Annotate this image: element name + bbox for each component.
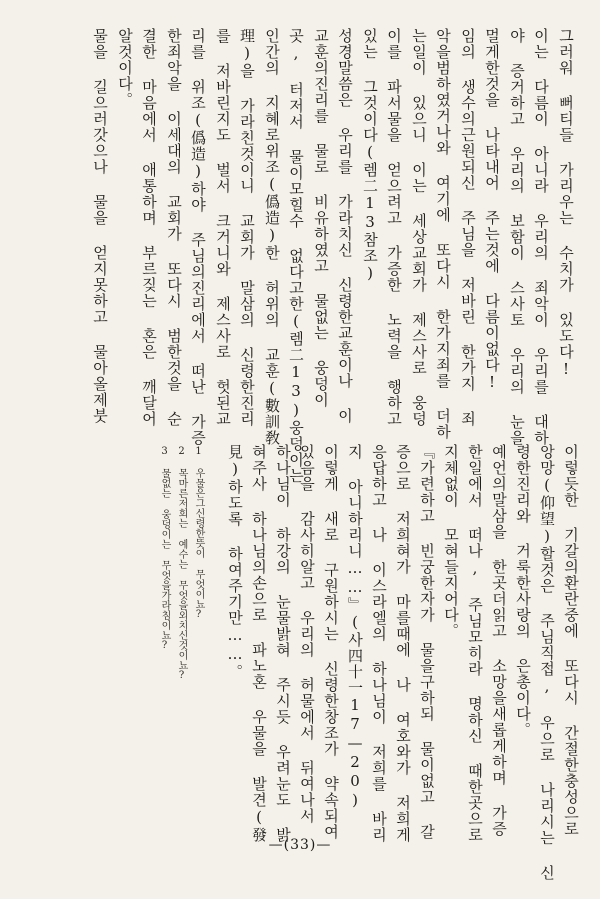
text-column: 결한 마음에서 애통하며 부르짖는 혼은 깨달어 — [140, 28, 158, 427]
text-column: 있음을 감사히알고 우리의 허물에서 뒤여나서 — [298, 444, 316, 824]
text-column: 임의 생수의근원되신 주님을 저바린 한가지 죄 — [459, 28, 477, 427]
text-column: 그러워 뻐티들 가리우는 수치가 있도다! — [557, 28, 575, 379]
text-column: 한죄악을 이세대의 교회가 또다시 범한것을 순 — [165, 28, 183, 427]
study-question: 1 우물은그신령한뜻이 무엇이뇨? — [193, 446, 204, 620]
text-column: 를 저바린지도 벌서 크거니와 제스사로 헛된교 — [214, 28, 232, 427]
text-column: 이를 파서물을 얻으려고 가증한 노력을 행하고 — [385, 28, 403, 427]
text-column: 예언의말삼을 한곳더읽고 소망을새롭게하며 가증 — [490, 444, 508, 837]
text-column: 성경말씀은 우리를 가라치신 신령한교훈이나 이 — [336, 28, 354, 424]
text-column: 령한진리와 거룩한사랑의 은총이다。 — [514, 444, 532, 738]
text-column: 알것이다。 — [116, 28, 134, 108]
text-column: 앙망(仰望)할것은 주님직접, 우으로 나리시는 신 — [538, 444, 556, 881]
text-column: 야 증거하고 우리의 보함이 스사토 우리의 눈을 — [508, 28, 526, 446]
text-column: 이렇게 새로 구원하시는 신령한창조가 약속되여 — [322, 444, 340, 840]
text-column: 증으로 저희혀가 마를때에 나 여호와가 저희게 — [394, 444, 412, 843]
text-column: 하나님이 하강의 눈물밝혀 주시듯 우려눈도 밝 — [274, 444, 292, 843]
text-column: 는일이 있으니 이는 세상교회가 제스사로 웅덩 — [410, 28, 428, 427]
text-column: 이는 다름이 아니라 우리의 죄악이 우리를 대하 — [532, 28, 550, 446]
text-column: 이렇듯한 기갈의환란중에 또다시 간절한충성으로 — [562, 444, 580, 837]
text-column: 지 아니하리니……』(사四十一17—20) — [346, 444, 364, 810]
text-column: 곳, 터저서 물이모힐수 없다고한(렘二13)웅덩이는 — [287, 28, 305, 484]
text-column: 있는 그것이다(렘二13참조) — [361, 28, 379, 283]
text-column: 혀주사 하나님의손으로 파노혼 우물을 발견(發 — [250, 444, 268, 843]
text-column: 악을범하였거나와 여기에 또다시 한가지죄를 더하 — [434, 28, 452, 440]
text-column: 理)을 가라친것이니 교회가 말삼의 신령한진리 — [238, 28, 256, 427]
text-column: 見)하도록 하여주기만……。 — [226, 444, 244, 680]
text-column: 지체없이 모혀들지어다。 — [442, 444, 460, 639]
text-column: 한일에서 떠나, 주님모히라 명하신 때한곳으로 — [466, 444, 484, 843]
page-number: —(33)— — [268, 837, 332, 853]
text-column: 응답하고 나 이스라엘의 하나님이 저희를 바리 — [370, 444, 388, 843]
text-column: 멀게한것을 나타내어 주는것에 다름이없다! — [483, 28, 501, 392]
text-column: 교훈의진리를 물로 비유하였고 물없는 웅덩이 — [312, 28, 330, 408]
text-column: 리를 위조(僞造)하야 주님의진리에서 떠난 가증 — [189, 28, 207, 446]
text-column: 물을 길으러갓으나 물을 얻지못하고 물아올제붓 — [91, 28, 109, 424]
text-column: 인간의 지혜로위조(僞造)한 허위의 교훈(數訓敎 — [263, 28, 281, 446]
study-question: 2 목마른저희는 예수는 무엇을외치신것이뇨? — [176, 446, 187, 681]
study-question: 3 물없는 웅덩이는 무엇을가라침이뇨? — [159, 446, 170, 651]
text-column: 『가련하고 빈궁한자가 물을구하되 물이없고 갈 — [418, 444, 436, 840]
